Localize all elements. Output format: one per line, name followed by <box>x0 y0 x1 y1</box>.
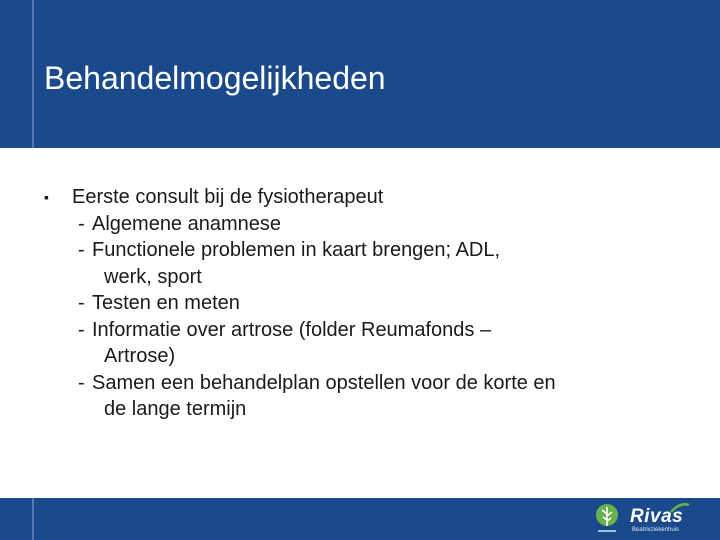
slide-content <box>44 184 684 423</box>
bullet-item <box>44 184 684 211</box>
sub-item-testen <box>78 290 684 317</box>
rivas-logo <box>630 502 690 536</box>
sub-item-dash: - <box>78 292 85 314</box>
bullet-text: Eerste consult bij de fysiotherapeut <box>72 186 384 208</box>
sub-item-informatie <box>78 317 684 370</box>
slide-title: Behandelmogelijkheden <box>44 60 386 96</box>
footer-divider-line <box>32 498 34 540</box>
sub-item-text-continued: Artrose) <box>104 345 176 367</box>
sub-item-text-continued: de lange termijn <box>104 398 247 420</box>
sub-item-dash: - <box>78 318 85 341</box>
sub-item-text: Samen een behandelplan opstellen voor de korte en <box>92 371 556 394</box>
header-divider-line <box>32 0 34 148</box>
sub-item-text: Functionele problemen in kaart brengen; ADL, <box>92 239 501 261</box>
tree-logo-icon <box>594 502 620 536</box>
rivas-logo-subtext: Beatrixziekenhuis <box>632 527 680 533</box>
sub-item-text: Testen en meten <box>92 292 240 314</box>
sub-item-dash: - <box>78 212 85 235</box>
square-bullet-icon: ▪ <box>44 189 49 205</box>
sub-item-text-continued: werk, sport <box>104 265 202 288</box>
footer-band <box>0 498 720 540</box>
sub-item-behandelplan <box>78 370 684 423</box>
sub-item-text: Algemene anamnese <box>92 212 282 235</box>
rivas-logo-text: Rivas <box>630 506 684 527</box>
sub-item-dash: - <box>78 371 85 394</box>
sub-item-anamnese <box>78 211 684 238</box>
sub-item-text: Informatie over artrose (folder Reumafonds – <box>92 318 492 341</box>
sub-item-dash: - <box>78 239 85 261</box>
header-band <box>0 0 720 148</box>
sub-item-functionele-problemen <box>78 237 684 290</box>
sub-list <box>44 211 684 423</box>
